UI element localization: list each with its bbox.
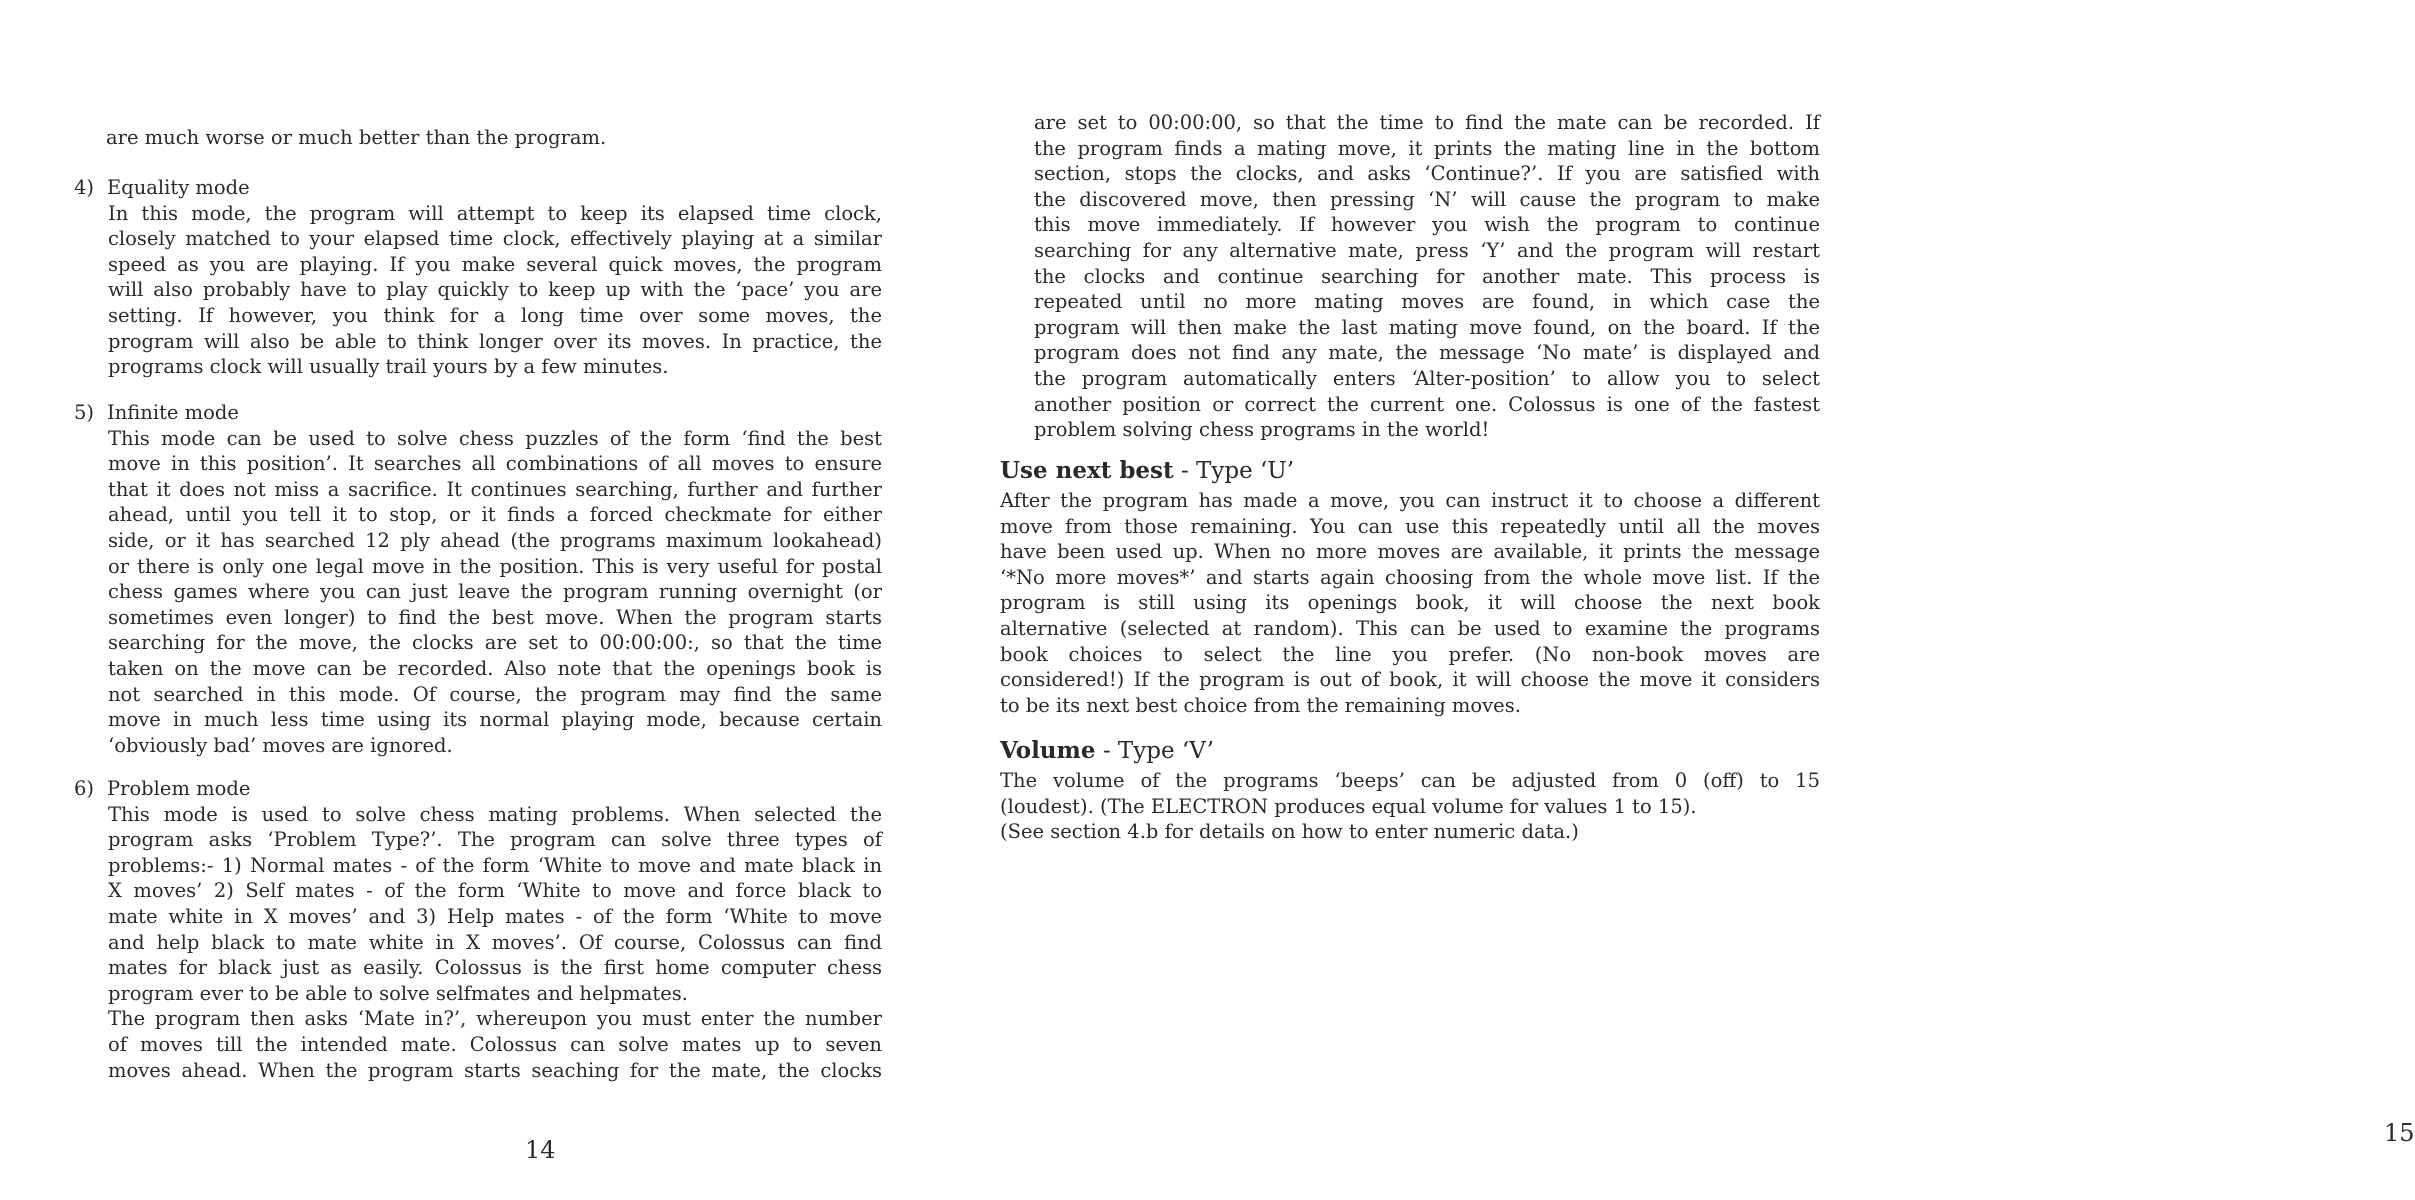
text-line: that it does not miss a sacrifice. It continues searching, further and further bbox=[108, 477, 882, 501]
section-use-next-best bbox=[1000, 456, 1820, 718]
text-line: This mode is used to solve chess mating problems. When selected the bbox=[108, 802, 882, 826]
text-line: to be its next best choice from the remaining moves. bbox=[1000, 693, 1521, 717]
text-line: programs clock will usually trail yours by a few minutes. bbox=[108, 355, 669, 379]
page-number: 15 bbox=[2384, 1119, 2415, 1147]
text-line: mates for black just as easily. Colossus is the first home computer chess bbox=[108, 956, 882, 980]
text-line: will also probably have to play quickly to keep up with the ‘pace’ you are bbox=[108, 278, 882, 302]
text-line: section, stops the clocks, and asks ‘Continue?’. If you are satisfied with bbox=[1034, 162, 1820, 186]
text-line: program is still using its openings book, it will choose the next book bbox=[1000, 591, 1820, 615]
text-line: X moves’ 2) Self mates - of the form ‘White to move and force black to bbox=[108, 879, 882, 903]
item-number: 4) bbox=[74, 176, 95, 199]
text-line: chess games where you can just leave the program running overnight (or bbox=[108, 580, 882, 604]
section-body bbox=[1000, 768, 1820, 845]
text-line: the clocks and continue searching for another mate. This process is bbox=[1034, 264, 1820, 288]
text-line: setting. If however, you think for a long time over some moves, the bbox=[108, 303, 882, 327]
text-line: another position or correct the current one. Colossus is one of the fastest bbox=[1034, 392, 1820, 416]
text-line: program does not find any mate, the message ‘No mate’ is displayed and bbox=[1034, 341, 1820, 365]
text-line: closely matched to your elapsed time clock, effectively playing at a similar bbox=[108, 227, 882, 251]
item-body bbox=[108, 201, 882, 380]
page-number: 14 bbox=[525, 1136, 556, 1164]
text-line: the program automatically enters ‘Alter-position’ to allow you to select bbox=[1034, 366, 1820, 390]
text-line: have been used up. When no more moves are available, it prints the message bbox=[1000, 540, 1820, 564]
text-line: program will then make the last mating move found, on the board. If the bbox=[1034, 315, 1820, 339]
text-line: In this mode, the program will attempt to keep its elapsed time clock, bbox=[108, 201, 882, 225]
left-continuation-text bbox=[106, 125, 882, 151]
text-line: side, or it has searched 12 ply ahead (the programs maximum lookahead) bbox=[108, 528, 882, 552]
text-line: moves ahead. When the program starts seaching for the mate, the clocks bbox=[108, 1058, 882, 1082]
item-title: Problem mode bbox=[107, 777, 251, 800]
text-line: move in this position’. It searches all combinations of all moves to ensure bbox=[108, 452, 882, 476]
right-continuation-text bbox=[1034, 110, 1820, 443]
text-line: speed as you are playing. If you make several quick moves, the program bbox=[108, 252, 882, 276]
text-line: problems:- 1) Normal mates - of the form ‘White to move and mate black in bbox=[108, 853, 882, 877]
text-line: move from those remaining. You can use this repeatedly until all the moves bbox=[1000, 514, 1820, 538]
text-line: program asks ‘Problem Type?’. The program can solve three types of bbox=[108, 828, 882, 852]
section-heading bbox=[1000, 456, 1820, 488]
text-line: considered!) If the program is out of book, it will choose the move it considers bbox=[1000, 668, 1820, 692]
item-title: Equality mode bbox=[107, 176, 250, 199]
section-body bbox=[1000, 488, 1820, 718]
list-item-infinite-mode bbox=[66, 400, 882, 758]
text-line: ‘obviously bad’ moves are ignored. bbox=[108, 733, 453, 757]
text-line: After the program has made a move, you can instruct it to choose a different bbox=[1000, 489, 1820, 512]
list-item-problem-mode bbox=[66, 776, 882, 1083]
text-line: program will also be able to think longer over its moves. In practice, the bbox=[108, 329, 882, 353]
text-line: and help black to mate white in X moves’. Of course, Colossus can find bbox=[108, 930, 882, 954]
heading-bold: Volume bbox=[1000, 737, 1096, 764]
text-line: searching for any alternative mate, press ‘Y’ and the program will restart bbox=[1034, 238, 1820, 262]
text-line: or there is only one legal move in the position. This is very useful for postal bbox=[108, 554, 882, 578]
text-line: are much worse or much better than the program. bbox=[106, 126, 607, 149]
text-line: program ever to be able to solve selfmates and helpmates. bbox=[108, 981, 688, 1005]
item-body bbox=[108, 426, 882, 759]
text-line: ‘*No more moves*’ and starts again choosing from the whole move list. If the bbox=[1000, 565, 1820, 589]
text-line: searching for the move, the clocks are set to 00:00:00:, so that the time bbox=[108, 631, 882, 655]
text-line: The volume of the programs ‘beeps’ can be adjusted from 0 (off) to 15 bbox=[1000, 769, 1820, 792]
item-title: Infinite mode bbox=[107, 401, 239, 424]
text-line: this move immediately. If however you wish the program to continue bbox=[1034, 213, 1820, 237]
text-line: move in much less time using its normal playing mode, because certain bbox=[108, 708, 882, 732]
item-body bbox=[108, 802, 882, 1084]
text-line: taken on the move can be recorded. Also note that the openings book is bbox=[108, 656, 882, 680]
text-line: sometimes even longer) to find the best move. When the program starts bbox=[108, 605, 882, 629]
text-line: (See section 4.b for details on how to enter numeric data.) bbox=[1000, 820, 1579, 844]
text-line: (loudest). (The ELECTRON produces equal volume for values 1 to 15). bbox=[1000, 794, 1697, 818]
item-number: 6) bbox=[74, 777, 95, 800]
text-line: book choices to select the line you prefer. (No non-book moves are bbox=[1000, 642, 1820, 666]
text-line: mate white in X moves’ and 3) Help mates - of the form ‘White to move bbox=[108, 904, 882, 928]
text-line: ahead, until you tell it to stop, or it finds a forced checkmate for either bbox=[108, 503, 882, 527]
text-line: problem solving chess programs in the world! bbox=[1034, 418, 1490, 442]
heading-bold: Use next best bbox=[1000, 457, 1174, 484]
section-volume bbox=[1000, 736, 1820, 845]
text-line: are set to 00:00:00, so that the time to find the mate can be recorded. If bbox=[1034, 111, 1820, 134]
text-line: of moves till the intended mate. Colossus can solve mates up to seven bbox=[108, 1032, 882, 1056]
text-line: the discovered move, then pressing ‘N’ will cause the program to make bbox=[1034, 187, 1820, 211]
text-line: not searched in this mode. Of course, the program may find the same bbox=[108, 682, 882, 706]
text-line: This mode can be used to solve chess puzzles of the form ‘find the best bbox=[108, 426, 882, 450]
text-line: repeated until no more mating moves are found, in which case the bbox=[1034, 290, 1820, 314]
item-number: 5) bbox=[74, 401, 95, 424]
heading-rest: - Type ‘U’ bbox=[1173, 458, 1295, 484]
section-heading bbox=[1000, 736, 1820, 768]
text-line: the program finds a mating move, it prints the mating line in the bottom bbox=[1034, 136, 1820, 160]
list-item-equality-mode bbox=[66, 175, 882, 380]
text-line: alternative (selected at random). This can be used to examine the programs bbox=[1000, 616, 1820, 640]
heading-rest: - Type ‘V’ bbox=[1095, 738, 1214, 764]
text-line: The program then asks ‘Mate in?’, whereupon you must enter the number bbox=[108, 1007, 882, 1031]
